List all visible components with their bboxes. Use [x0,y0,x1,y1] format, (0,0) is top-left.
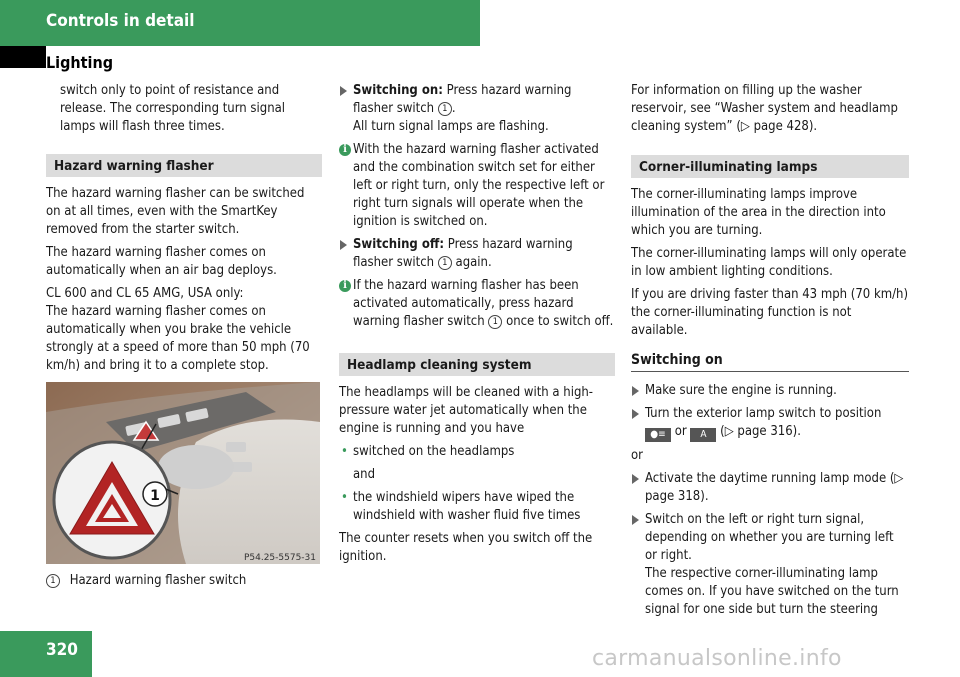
section-corner-illuminating-lamps: Corner-illuminating lamps [631,155,909,178]
watermark: carmanualsonline.info [592,646,842,671]
step-result: All turn signal lamps are flashing. [353,119,549,134]
step: Make sure the engine is running. [631,382,909,400]
page-number: 320 [46,640,78,660]
step-text: Press hazard warning flasher switch [353,237,573,270]
figure-caption [46,573,246,588]
paragraph: The hazard warning flasher comes on automatically when you brake the vehicle strongly at a speed of more than 50 mph (70 km/h) and bring it to a complete stop. [46,304,310,373]
step-text: Press hazard warning flasher switch [353,83,572,116]
caption-text: Hazard warning flasher switch [69,573,247,588]
column-1 [46,82,322,380]
figure-code: P54.25-5575-31 [243,553,316,563]
step-text-end: . [451,101,456,116]
step-result: The respective corner-illuminating lamp comes on. If you have switched on the turn signal for one side but turn the steering [645,566,899,617]
paragraph-or: or [631,448,643,463]
step-switching-on [339,82,615,136]
section-headlamp-cleaning-system: Headlamp cleaning system [339,353,615,376]
step: Switch on the left or right turn signal, depending on whether you are turning left or right. [631,511,909,565]
low-beam-icon: ●≡ [645,428,671,442]
info-note [339,141,615,231]
hazard-switch-figure [46,382,320,564]
chapter-title: Controls in detail [46,11,195,31]
paragraph: The hazard warning flasher comes on automatically when an air bag deploys. [46,245,277,278]
step-text: Turn the exterior lamp switch to position [645,406,882,421]
callout-number: 1 [488,315,502,329]
bullet-item: • switched on the headlamps [339,443,615,461]
paragraph: The headlamps will be cleaned with a high-pressure water jet automatically when the engine is running and you have [339,385,594,436]
step: Activate the daytime running lamp mode (▷ page 318). [631,470,909,506]
column-2 [339,82,615,571]
step-switching-off [339,236,615,272]
paragraph: If you are driving faster than 43 mph (70 km/h) the corner-illuminating function is not available. [631,287,909,338]
paragraph: and [353,467,376,482]
paragraph: For information on filling up the washer reservoir, see “Washer system and headlamp cleaning system” (▷ page 428). [631,83,898,134]
callout-number: 1 [438,102,452,116]
paragraph: The counter resets when you switch off the ignition. [339,531,593,564]
paragraph: The hazard warning flasher can be switched on at all times, even with the SmartKey removed from the starter switch. [46,186,305,237]
info-text-end: once to switch off. [506,314,614,329]
chapter-header [0,0,480,46]
paragraph: The corner-illuminating lamps improve illumination of the area in the direction into which you are turning. [631,187,886,238]
page-number-block [0,631,92,677]
intro-text: switch only to point of resistance and release. The corresponding turn signal lamps will flash three times. [60,83,286,134]
info-icon: i [339,280,351,292]
step-label: Switching off: [353,237,445,252]
figure-callout-1: 1 [150,488,160,504]
bullet-item: • the windshield wipers have wiped the windshield with washer fluid five times [339,489,615,525]
column-3 [631,82,909,624]
paragraph: The corner-illuminating lamps will only operate in low ambient lighting conditions. [631,246,907,279]
heading-switching-on: Switching on [631,351,909,372]
callout-number: 1 [438,256,452,270]
callout-number: 1 [46,574,60,588]
step-text-or: or [674,424,687,439]
paragraph: CL 600 and CL 65 AMG, USA only: [46,286,244,301]
step-label: Switching on: [353,83,443,98]
header-tab-block [0,46,46,68]
step [631,405,909,442]
section-subtitle: Lighting [46,53,114,72]
info-icon: i [339,144,351,156]
info-text: With the hazard warning flasher activated and the combination switch set for either left or right turn, only the respective left or right turn signals will operate when the ignition is switched on. [353,142,605,229]
info-note [339,277,615,331]
section-hazard-warning-flasher: Hazard warning flasher [46,154,322,177]
step-text-end: (▷ page 316). [720,424,801,439]
step-text-end: again. [455,255,492,270]
info-text: If the hazard warning flasher has been activated automatically, press hazard warning flasher switch [353,278,579,329]
hazard-switch-illustration [46,382,320,564]
auto-lamp-icon: A [690,428,716,442]
